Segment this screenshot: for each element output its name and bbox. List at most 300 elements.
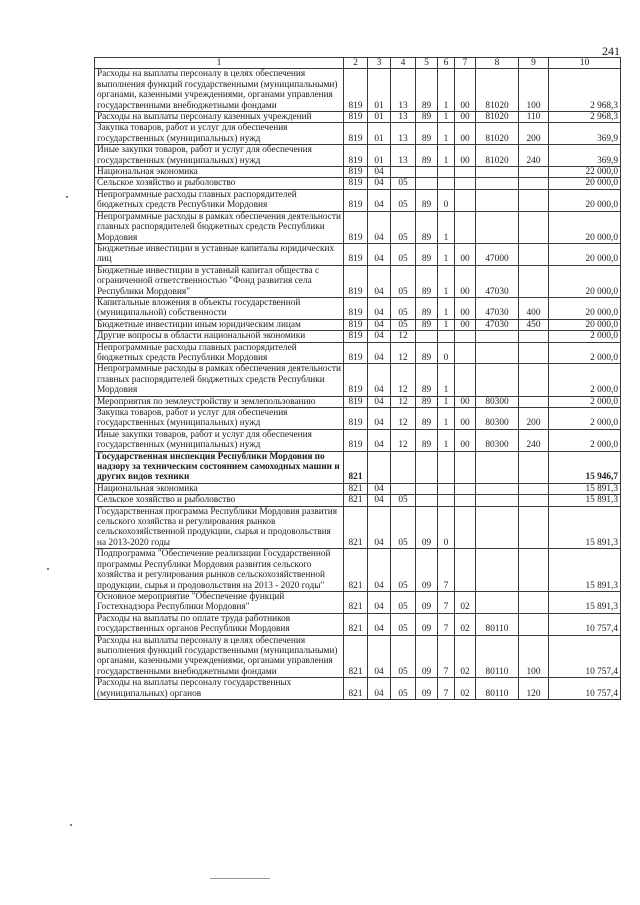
amount-cell: 15 891,3 — [549, 506, 621, 549]
code-cell: 821 — [344, 678, 368, 700]
code-cell: 400 — [519, 297, 549, 319]
code-cell: 04 — [368, 396, 391, 407]
code-cell — [519, 506, 549, 549]
code-cell: 100 — [519, 635, 549, 678]
code-cell — [391, 483, 416, 494]
row-name-cell: Национальная экономика — [95, 483, 344, 494]
table-row — [95, 635, 621, 678]
code-cell — [519, 167, 549, 178]
code-cell — [476, 591, 519, 613]
amount-cell: 2 000,0 — [549, 408, 621, 430]
code-cell — [455, 167, 476, 178]
code-cell: 821 — [344, 506, 368, 549]
row-name-cell: Иные закупки товаров, работ и услуг для обеспечения государственных (муниципальных) нужд — [95, 145, 344, 167]
code-cell: 819 — [344, 364, 368, 396]
amount-cell: 15 891,3 — [549, 591, 621, 613]
code-cell: 09 — [416, 506, 438, 549]
code-cell: 04 — [368, 549, 391, 592]
code-cell: 02 — [455, 613, 476, 635]
code-cell: 89 — [416, 189, 438, 211]
code-cell: 04 — [368, 495, 391, 506]
code-cell: 89 — [416, 112, 438, 123]
code-cell — [519, 211, 549, 243]
code-cell: 819 — [344, 112, 368, 123]
code-cell: 04 — [368, 678, 391, 700]
code-cell: 05 — [391, 265, 416, 297]
column-header: 2 — [344, 58, 368, 69]
table-row — [95, 319, 621, 330]
code-cell — [476, 189, 519, 211]
code-cell: 01 — [368, 145, 391, 167]
code-cell — [455, 178, 476, 189]
code-cell: 04 — [368, 342, 391, 364]
code-cell: 47030 — [476, 265, 519, 297]
code-cell: 1 — [438, 145, 455, 167]
code-cell: 09 — [416, 635, 438, 678]
code-cell: 04 — [368, 408, 391, 430]
row-name-cell: Непрограммные расходы в рамках обеспечения деятельности главных распорядителей бюджетных средств Республики Мордовия — [95, 211, 344, 243]
code-cell — [519, 396, 549, 407]
row-name-cell: Расходы на выплаты персоналу в целях обеспечения выполнения функций государственными (муниципальными) органами, казенными учреждениями, органами управления государственными внебюджетными фондами — [95, 635, 344, 678]
scan-artifact-line — [210, 878, 270, 879]
code-cell: 05 — [391, 506, 416, 549]
code-cell: 7 — [438, 613, 455, 635]
table-row — [95, 167, 621, 178]
page-number: 241 — [602, 44, 620, 58]
row-name-cell: Сельское хозяйство и рыболовство — [95, 178, 344, 189]
code-cell: 09 — [416, 678, 438, 700]
table-row — [95, 265, 621, 297]
code-cell: 240 — [519, 429, 549, 451]
column-header: 7 — [455, 58, 476, 69]
code-cell: 12 — [391, 342, 416, 364]
code-cell — [438, 178, 455, 189]
amount-cell: 2 000,0 — [549, 396, 621, 407]
code-cell: 80300 — [476, 396, 519, 407]
code-cell: 05 — [391, 549, 416, 592]
code-cell — [455, 211, 476, 243]
code-cell: 1 — [438, 112, 455, 123]
code-cell: 89 — [416, 265, 438, 297]
code-cell: 819 — [344, 342, 368, 364]
code-cell: 1 — [438, 243, 455, 265]
amount-cell: 2 968,3 — [549, 69, 621, 112]
amount-cell: 20 000,0 — [549, 319, 621, 330]
code-cell: 05 — [391, 178, 416, 189]
code-cell — [519, 483, 549, 494]
code-cell: 1 — [438, 429, 455, 451]
amount-cell: 369,9 — [549, 145, 621, 167]
code-cell: 0 — [438, 506, 455, 549]
code-cell: 1 — [438, 297, 455, 319]
budget-table — [94, 57, 621, 700]
table-row — [95, 243, 621, 265]
column-header: 4 — [391, 58, 416, 69]
code-cell: 0 — [438, 189, 455, 211]
code-cell: 80110 — [476, 678, 519, 700]
amount-cell: 15 891,3 — [549, 483, 621, 494]
code-cell: 89 — [416, 364, 438, 396]
row-name-cell: Расходы на выплаты по оплате труда работников государственных органов Республики Мордовия — [95, 613, 344, 635]
code-cell: 821 — [344, 591, 368, 613]
code-cell — [519, 549, 549, 592]
code-cell: 12 — [391, 364, 416, 396]
amount-cell: 15 891,3 — [549, 495, 621, 506]
code-cell — [519, 591, 549, 613]
code-cell — [476, 211, 519, 243]
code-cell: 00 — [455, 69, 476, 112]
code-cell: 02 — [455, 635, 476, 678]
code-cell: 04 — [368, 591, 391, 613]
table-row — [95, 297, 621, 319]
code-cell: 0 — [438, 342, 455, 364]
column-header: 3 — [368, 58, 391, 69]
code-cell: 00 — [455, 243, 476, 265]
code-cell — [438, 495, 455, 506]
row-name-cell: Закупка товаров, работ и услуг для обеспечения государственных (муниципальных) нужд — [95, 123, 344, 145]
code-cell — [455, 495, 476, 506]
row-name-cell: Бюджетные инвестиции в уставный капитал общества с ограниченной ответственностью "Фонд развития села Республики Мордовия" — [95, 265, 344, 297]
code-cell: 1 — [438, 69, 455, 112]
code-cell: 1 — [438, 408, 455, 430]
code-cell: 80300 — [476, 429, 519, 451]
code-cell: 7 — [438, 549, 455, 592]
table-row — [95, 396, 621, 407]
code-cell: 47030 — [476, 297, 519, 319]
row-name-cell: Иные закупки товаров, работ и услуг для обеспечения государственных (муниципальных) нужд — [95, 429, 344, 451]
code-cell: 04 — [368, 364, 391, 396]
code-cell: 81020 — [476, 112, 519, 123]
amount-cell: 20 000,0 — [549, 297, 621, 319]
code-cell: 09 — [416, 549, 438, 592]
code-cell: 04 — [368, 297, 391, 319]
code-cell: 13 — [391, 145, 416, 167]
code-cell: 04 — [368, 613, 391, 635]
code-cell — [455, 364, 476, 396]
code-cell: 1 — [438, 319, 455, 330]
row-name-cell: Непрограммные расходы главных распорядителей бюджетных средств Республики Мордовия — [95, 342, 344, 364]
amount-cell: 2 000,0 — [549, 364, 621, 396]
code-cell — [455, 506, 476, 549]
code-cell — [519, 178, 549, 189]
code-cell — [519, 495, 549, 506]
table-row — [95, 123, 621, 145]
code-cell: 450 — [519, 319, 549, 330]
table-row — [95, 331, 621, 342]
code-cell: 01 — [368, 69, 391, 112]
table-row — [95, 69, 621, 112]
amount-cell: 2 000,0 — [549, 331, 621, 342]
code-cell: 1 — [438, 396, 455, 407]
code-cell: 200 — [519, 408, 549, 430]
code-cell: 00 — [455, 112, 476, 123]
code-cell: 00 — [455, 123, 476, 145]
code-cell: 80300 — [476, 408, 519, 430]
code-cell: 04 — [368, 178, 391, 189]
row-name-cell: Бюджетные инвестиции в уставные капиталы юридических лиц — [95, 243, 344, 265]
code-cell — [519, 613, 549, 635]
amount-cell: 369,9 — [549, 123, 621, 145]
code-cell: 00 — [455, 429, 476, 451]
code-cell: 00 — [455, 319, 476, 330]
column-header-row — [95, 58, 621, 69]
table-body — [95, 69, 621, 700]
code-cell: 89 — [416, 429, 438, 451]
row-name-cell: Подпрограмма "Обеспечение реализации Государственной программы Республики Мордовия развития сельского хозяйства и регулирования рынков сельскохозяйственной продукции, сырья и продовольствия на 2013 - 2020 годы" — [95, 549, 344, 592]
code-cell: 819 — [344, 396, 368, 407]
table-row — [95, 189, 621, 211]
code-cell: 47000 — [476, 243, 519, 265]
code-cell — [438, 483, 455, 494]
code-cell — [519, 451, 549, 483]
code-cell — [476, 178, 519, 189]
code-cell: 89 — [416, 69, 438, 112]
table-row — [95, 549, 621, 592]
amount-cell: 20 000,0 — [549, 265, 621, 297]
code-cell: 819 — [344, 297, 368, 319]
amount-cell: 22 000,0 — [549, 167, 621, 178]
table-row — [95, 112, 621, 123]
amount-cell: 10 757,4 — [549, 635, 621, 678]
code-cell: 09 — [416, 591, 438, 613]
code-cell: 89 — [416, 408, 438, 430]
code-cell: 821 — [344, 635, 368, 678]
code-cell: 80110 — [476, 613, 519, 635]
code-cell: 200 — [519, 123, 549, 145]
code-cell: 819 — [344, 189, 368, 211]
code-cell: 04 — [368, 331, 391, 342]
code-cell: 1 — [438, 123, 455, 145]
code-cell: 819 — [344, 429, 368, 451]
code-cell: 819 — [344, 265, 368, 297]
code-cell: 1 — [438, 364, 455, 396]
code-cell: 821 — [344, 451, 368, 483]
code-cell — [476, 451, 519, 483]
code-cell — [416, 331, 438, 342]
code-cell: 819 — [344, 331, 368, 342]
row-name-cell: Непрограммные расходы главных распорядителей бюджетных средств Республики Мордовия — [95, 189, 344, 211]
code-cell: 89 — [416, 243, 438, 265]
code-cell — [455, 483, 476, 494]
code-cell — [416, 451, 438, 483]
row-name-cell: Государственная программа Республики Мордовия развития сельского хозяйства и регулирования рынков сельскохозяйственной продукции, сырья и продовольствия на 2013-2020 годы — [95, 506, 344, 549]
amount-cell: 10 757,4 — [549, 678, 621, 700]
code-cell: 04 — [368, 243, 391, 265]
code-cell: 819 — [344, 69, 368, 112]
code-cell: 00 — [455, 145, 476, 167]
code-cell — [519, 364, 549, 396]
code-cell: 819 — [344, 178, 368, 189]
code-cell: 00 — [455, 396, 476, 407]
code-cell: 04 — [368, 189, 391, 211]
row-name-cell: Непрограммные расходы в рамках обеспечения деятельности главных распорядителей бюджетных средств Республики Мордовия — [95, 364, 344, 396]
scan-speck — [70, 824, 72, 826]
column-header: 1 — [95, 58, 344, 69]
code-cell — [476, 495, 519, 506]
code-cell — [438, 331, 455, 342]
code-cell: 89 — [416, 319, 438, 330]
code-cell: 13 — [391, 69, 416, 112]
code-cell: 04 — [368, 167, 391, 178]
code-cell: 240 — [519, 145, 549, 167]
row-name-cell: Бюджетные инвестиции иным юридическим лицам — [95, 319, 344, 330]
table-row — [95, 364, 621, 396]
table-row — [95, 451, 621, 483]
code-cell: 02 — [455, 678, 476, 700]
code-cell: 81020 — [476, 69, 519, 112]
code-cell — [438, 451, 455, 483]
code-cell: 04 — [368, 429, 391, 451]
code-cell: 12 — [391, 396, 416, 407]
table-row — [95, 506, 621, 549]
code-cell — [391, 451, 416, 483]
row-name-cell: Расходы на выплаты персоналу государственных (муниципальных) органов — [95, 678, 344, 700]
code-cell: 821 — [344, 549, 368, 592]
row-name-cell: Сельское хозяйство и рыболовство — [95, 495, 344, 506]
code-cell — [416, 178, 438, 189]
code-cell: 821 — [344, 495, 368, 506]
code-cell: 110 — [519, 112, 549, 123]
code-cell: 819 — [344, 211, 368, 243]
code-cell: 89 — [416, 123, 438, 145]
code-cell — [476, 342, 519, 364]
code-cell: 00 — [455, 408, 476, 430]
code-cell — [476, 549, 519, 592]
column-header: 5 — [416, 58, 438, 69]
table-row — [95, 145, 621, 167]
code-cell: 02 — [455, 591, 476, 613]
scan-speck — [66, 196, 68, 198]
code-cell: 89 — [416, 145, 438, 167]
amount-cell: 2 968,3 — [549, 112, 621, 123]
code-cell: 05 — [391, 635, 416, 678]
code-cell: 89 — [416, 342, 438, 364]
code-cell: 04 — [368, 319, 391, 330]
row-name-cell: Национальная экономика — [95, 167, 344, 178]
column-header: 6 — [438, 58, 455, 69]
column-header: 8 — [476, 58, 519, 69]
scan-speck — [47, 568, 49, 570]
code-cell — [368, 451, 391, 483]
code-cell: 12 — [391, 429, 416, 451]
code-cell: 7 — [438, 591, 455, 613]
table-row — [95, 429, 621, 451]
amount-cell: 15 946,7 — [549, 451, 621, 483]
code-cell: 819 — [344, 243, 368, 265]
code-cell — [455, 342, 476, 364]
table-row — [95, 342, 621, 364]
code-cell — [476, 364, 519, 396]
code-cell — [455, 331, 476, 342]
code-cell: 05 — [391, 211, 416, 243]
code-cell — [476, 167, 519, 178]
code-cell: 821 — [344, 483, 368, 494]
code-cell: 13 — [391, 123, 416, 145]
code-cell: 81020 — [476, 145, 519, 167]
amount-cell: 20 000,0 — [549, 211, 621, 243]
code-cell — [519, 342, 549, 364]
code-cell: 05 — [391, 678, 416, 700]
row-name-cell: Мероприятия по землеустройству и землепользованию — [95, 396, 344, 407]
row-name-cell: Расходы на выплаты персоналу казенных учреждений — [95, 112, 344, 123]
code-cell: 7 — [438, 635, 455, 678]
code-cell: 819 — [344, 319, 368, 330]
amount-cell: 20 000,0 — [549, 189, 621, 211]
code-cell: 1 — [438, 265, 455, 297]
code-cell: 819 — [344, 145, 368, 167]
table-row — [95, 591, 621, 613]
code-cell — [455, 189, 476, 211]
code-cell — [476, 331, 519, 342]
row-name-cell: Государственная инспекция Республики Мордовия по надзору за техническим состоянием самоходных машин и других видов техники — [95, 451, 344, 483]
table-row — [95, 178, 621, 189]
code-cell: 00 — [455, 297, 476, 319]
row-name-cell: Основное мероприятие "Обеспечение функций Гостехнадзора Республики Мордовия" — [95, 591, 344, 613]
row-name-cell: Другие вопросы в области национальной экономики — [95, 331, 344, 342]
table-row — [95, 211, 621, 243]
code-cell: 04 — [368, 506, 391, 549]
amount-cell: 2 000,0 — [549, 342, 621, 364]
code-cell — [438, 167, 455, 178]
code-cell: 89 — [416, 211, 438, 243]
code-cell — [416, 167, 438, 178]
code-cell: 00 — [455, 265, 476, 297]
code-cell: 05 — [391, 613, 416, 635]
table-row — [95, 408, 621, 430]
code-cell — [476, 483, 519, 494]
code-cell: 89 — [416, 396, 438, 407]
amount-cell: 20 000,0 — [549, 178, 621, 189]
table-row — [95, 678, 621, 700]
code-cell — [476, 506, 519, 549]
amount-cell: 15 891,3 — [549, 549, 621, 592]
amount-cell: 2 000,0 — [549, 429, 621, 451]
code-cell: 04 — [368, 483, 391, 494]
code-cell: 05 — [391, 297, 416, 319]
code-cell: 7 — [438, 678, 455, 700]
code-cell — [455, 451, 476, 483]
code-cell: 12 — [391, 331, 416, 342]
code-cell: 05 — [391, 591, 416, 613]
code-cell — [519, 243, 549, 265]
code-cell: 13 — [391, 112, 416, 123]
amount-cell: 10 757,4 — [549, 613, 621, 635]
code-cell: 819 — [344, 167, 368, 178]
code-cell — [519, 331, 549, 342]
code-cell: 89 — [416, 297, 438, 319]
code-cell: 80110 — [476, 635, 519, 678]
code-cell — [416, 483, 438, 494]
table-row — [95, 483, 621, 494]
code-cell — [519, 265, 549, 297]
code-cell: 05 — [391, 243, 416, 265]
code-cell: 12 — [391, 408, 416, 430]
code-cell: 47030 — [476, 319, 519, 330]
table-row — [95, 495, 621, 506]
code-cell: 01 — [368, 112, 391, 123]
row-name-cell: Расходы на выплаты персоналу в целях обеспечения выполнения функций государственными (муниципальными) органами, казенными учреждениями, органами управления государственными внебюджетными фондами — [95, 69, 344, 112]
code-cell: 819 — [344, 408, 368, 430]
code-cell: 81020 — [476, 123, 519, 145]
code-cell: 04 — [368, 265, 391, 297]
code-cell: 05 — [391, 495, 416, 506]
code-cell: 120 — [519, 678, 549, 700]
code-cell: 04 — [368, 635, 391, 678]
table-row — [95, 613, 621, 635]
code-cell: 04 — [368, 211, 391, 243]
code-cell: 09 — [416, 613, 438, 635]
column-header: 9 — [519, 58, 549, 69]
